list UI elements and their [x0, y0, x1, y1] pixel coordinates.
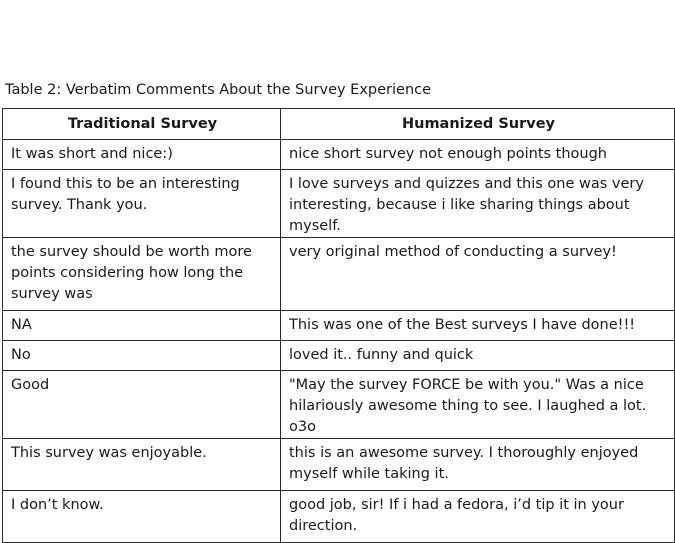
traditional-comment-cell: It was short and nice:)	[3, 140, 281, 170]
traditional-comment-cell: I found this to be an interesting survey. Thank you.	[3, 170, 281, 238]
table-row	[3, 341, 675, 371]
humanized-comment-cell: this is an awesome survey. I thoroughly enjoyed myself while taking it.	[281, 439, 675, 491]
humanized-comment-cell: loved it.. funny and quick	[281, 341, 675, 371]
table-row	[3, 439, 675, 491]
traditional-comment-cell: Good	[3, 371, 281, 439]
table-row	[3, 170, 675, 238]
column-header-traditional: Traditional Survey	[3, 109, 281, 140]
traditional-comment-cell: This survey was enjoyable.	[3, 439, 281, 491]
table-row	[3, 238, 675, 311]
traditional-comment-cell: NA	[3, 311, 281, 341]
humanized-comment-cell: I love surveys and quizzes and this one was very interesting, because i like sharing things about myself.	[281, 170, 675, 238]
column-header-humanized: Humanized Survey	[281, 109, 675, 140]
humanized-comment-cell: This was one of the Best surveys I have done!!!	[281, 311, 675, 341]
traditional-comment-cell: the survey should be worth more points considering how long the survey was	[3, 238, 281, 311]
humanized-comment-cell: "May the survey FORCE be with you." Was a nice hilariously awesome thing to see. I laughed a lot. o3o	[281, 371, 675, 439]
table-row	[3, 491, 675, 543]
table-header-row	[3, 109, 675, 140]
table-row	[3, 140, 675, 170]
comments-table	[2, 108, 675, 543]
table-row	[3, 371, 675, 439]
traditional-comment-cell: I don’t know.	[3, 491, 281, 543]
humanized-comment-cell: very original method of conducting a survey!	[281, 238, 675, 311]
table-caption: Table 2: Verbatim Comments About the Survey Experience	[5, 82, 432, 98]
table-row	[3, 311, 675, 341]
traditional-comment-cell: No	[3, 341, 281, 371]
humanized-comment-cell: good job, sir! If i had a fedora, i’d tip it in your direction.	[281, 491, 675, 543]
humanized-comment-cell: nice short survey not enough points though	[281, 140, 675, 170]
